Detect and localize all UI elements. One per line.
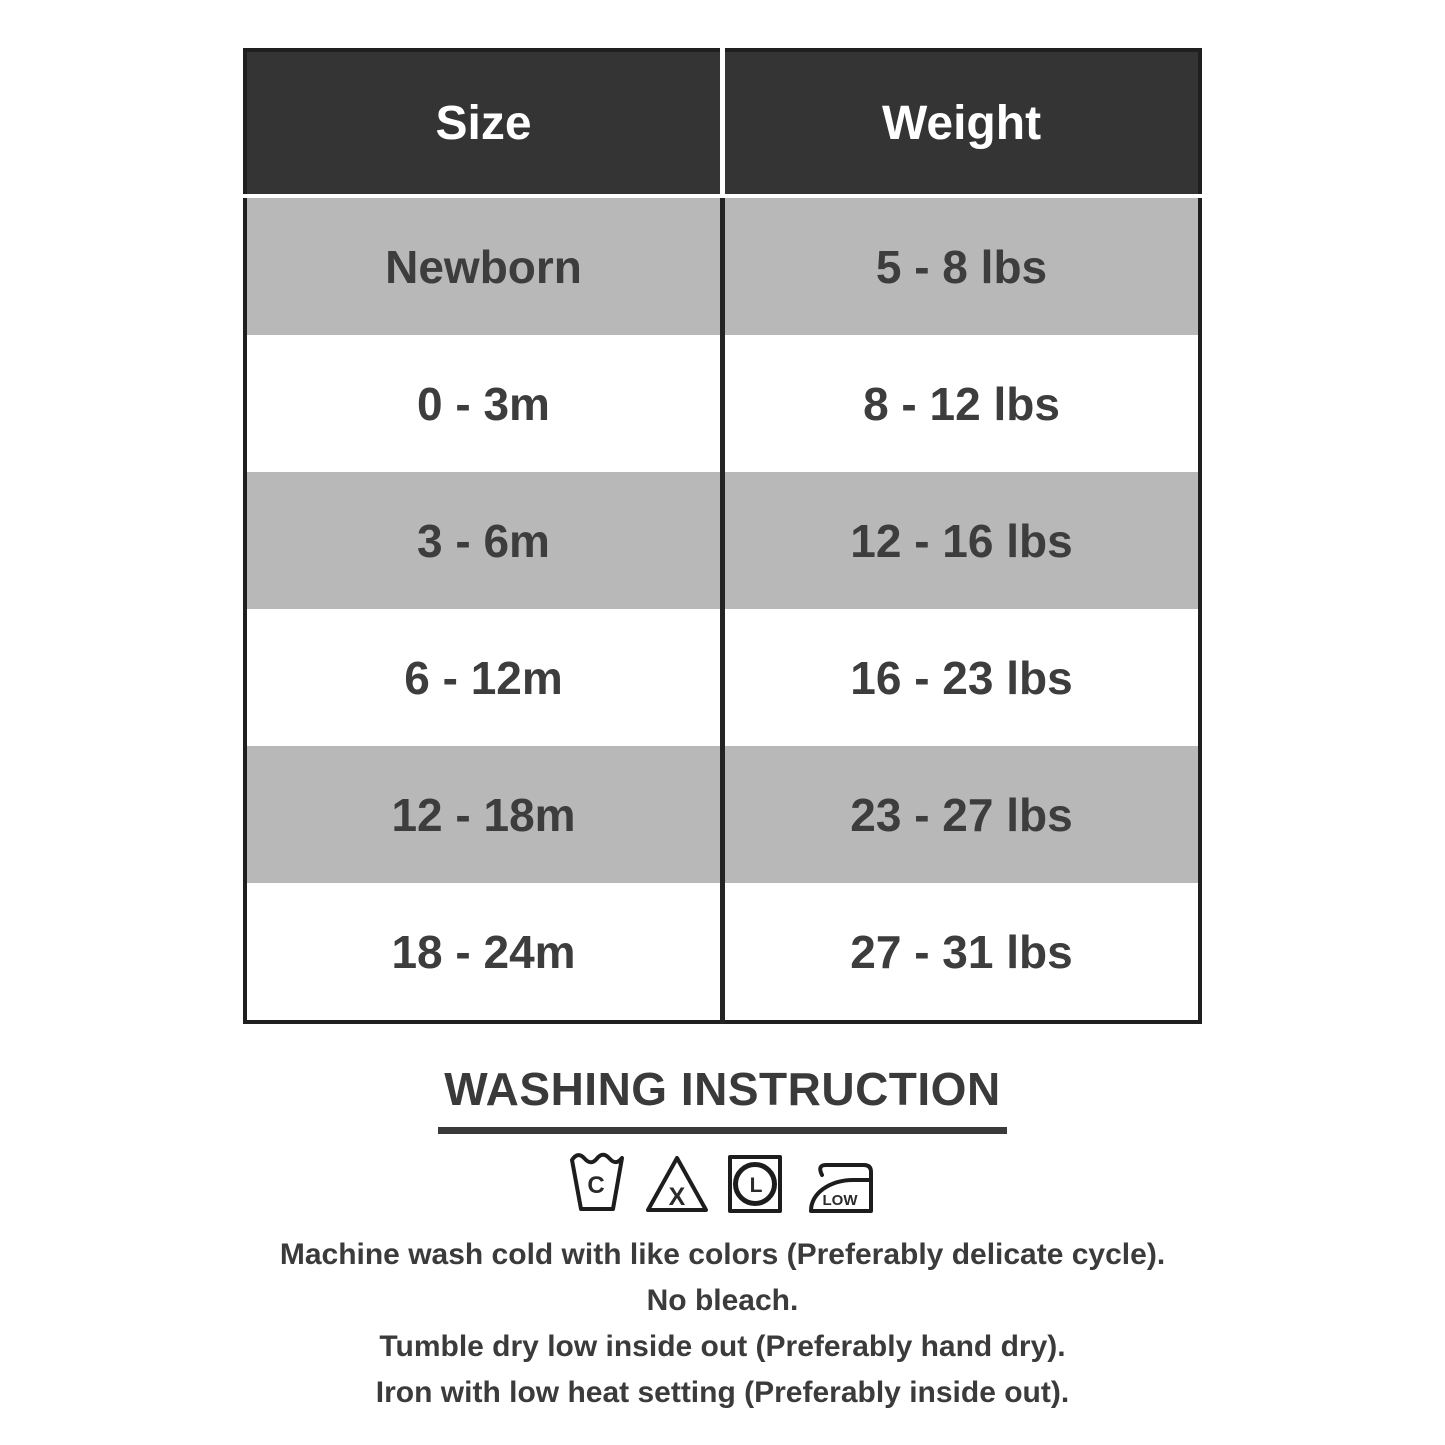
washing-line-1: Machine wash cold with like colors (Preferably delicate cycle).: [279, 1238, 1166, 1271]
no-bleach-letter: X: [668, 1183, 686, 1211]
iron-low-label: LOW: [822, 1192, 858, 1209]
size-column-header: Size: [245, 50, 723, 196]
machine-wash-cold-icon: [567, 1148, 627, 1214]
washing-instruction-section: [0, 1062, 1445, 1416]
washing-line-4: Iron with low heat setting (Preferably inside out).: [375, 1376, 1070, 1409]
washing-instruction-text: [0, 1232, 1445, 1416]
iron-low-icon: [800, 1154, 878, 1214]
wash-cold-letter: C: [587, 1172, 605, 1199]
washing-line-3: Tumble dry low inside out (Preferably hand dry).: [379, 1330, 1066, 1363]
no-bleach-icon: [644, 1154, 710, 1214]
size-cell: 3 - 6m: [245, 472, 723, 609]
weight-cell: 23 - 27 lbs: [723, 746, 1201, 883]
care-symbols-row: [0, 1148, 1445, 1214]
table-row: [245, 746, 1200, 883]
washing-instruction-title: WASHING INSTRUCTION: [438, 1062, 1006, 1134]
table-header: [245, 50, 1200, 196]
weight-cell: 8 - 12 lbs: [723, 335, 1201, 472]
weight-cell: 16 - 23 lbs: [723, 609, 1201, 746]
weight-cell: 5 - 8 lbs: [723, 196, 1201, 335]
table-row: [245, 609, 1200, 746]
size-cell: 12 - 18m: [245, 746, 723, 883]
washing-line-2: No bleach.: [646, 1284, 799, 1317]
table-row: [245, 335, 1200, 472]
table-row: [245, 196, 1200, 335]
table-row: [245, 472, 1200, 609]
tumble-dry-low-icon: [727, 1154, 783, 1214]
tumble-dry-letter: L: [749, 1174, 763, 1197]
size-cell: 18 - 24m: [245, 883, 723, 1022]
size-cell: Newborn: [245, 196, 723, 335]
table-body: [245, 196, 1200, 1022]
size-chart-table: [243, 48, 1202, 1024]
weight-column-header: Weight: [723, 50, 1201, 196]
size-cell: 6 - 12m: [245, 609, 723, 746]
weight-cell: 27 - 31 lbs: [723, 883, 1201, 1022]
size-cell: 0 - 3m: [245, 335, 723, 472]
table-row: [245, 883, 1200, 1022]
header-row: [245, 50, 1200, 196]
size-chart-table-container: [243, 48, 1202, 1024]
weight-cell: 12 - 16 lbs: [723, 472, 1201, 609]
